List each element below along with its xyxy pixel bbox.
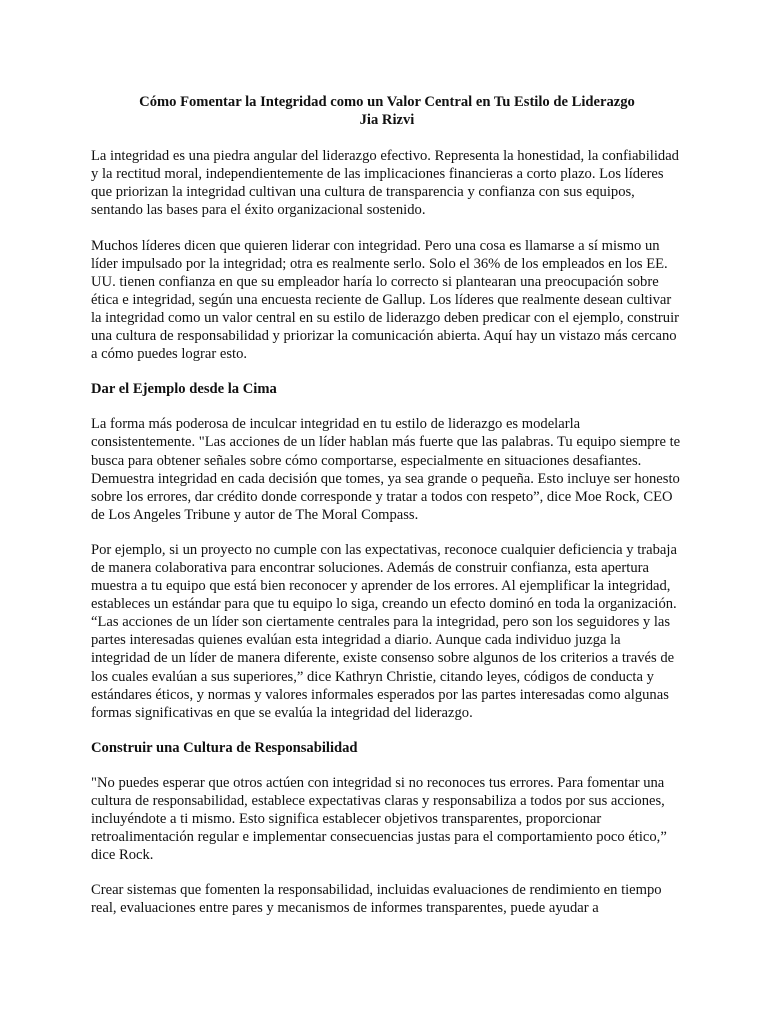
section1-paragraph-1: La forma más poderosa de inculcar integridad en tu estilo de liderazgo es modelarla consistentemente. "Las acciones de un líder hablan más fuerte que las palabras. Tu equipo siempre te busca para obtener señales sobre cómo comportarse, especialmente en situaciones desafiantes. Demuestra integridad en cada decisión que tomes, ya sea grande o pequeña. Esto incluye ser honesto sobre los errores, dar crédito donde corresponde y tratar a todos con respeto”, dice Moe Rock, CEO de Los Angeles Tribune y autor de The Moral Compass. — [91, 416, 681, 523]
document-title: Cómo Fomentar la Integridad como un Valor Central en Tu Estilo de Liderazgo — [139, 94, 635, 110]
section1-paragraph-2: Por ejemplo, si un proyecto no cumple con las expectativas, reconoce cualquier deficiencia y trabaja de manera colaborativa para encontrar soluciones. Además de construir confianza, esta apertura muestra a tu equipo que está bien reconocer y aprender de los errores. Al ejemplificar la integridad, estableces un estándar para que tu equipo lo siga, creando un efecto dominó en toda la organización. “Las acciones de un líder son ciertamente centrales para la integridad, pero son los seguidores y las partes interesadas quienes evalúan esta integridad a diario. Aunque cada individuo juzga la integridad de un líder de manera diferente, existe consenso sobre algunos de los criterios a través de los cuales evalúan a sus superiores,” dice Kathryn Christie, citando leyes, códigos de conducta y estándares éticos, y normas y valores informales esperados por las partes interesadas como algunas formas significativas en que se evalúa la integridad del liderazgo. — [91, 541, 677, 721]
title-block — [91, 93, 683, 129]
section-heading-lead-by-example: Dar el Ejemplo desde la Cima — [91, 381, 277, 398]
section2-paragraph-2: Crear sistemas que fomenten la responsabilidad, incluidas evaluaciones de rendimiento en tiempo real, evaluaciones entre pares y mecanismos de informes transparentes, puede ayudar a — [91, 882, 662, 917]
intro-paragraph-1: La integridad es una piedra angular del liderazgo efectivo. Representa la honestidad, la confiabilidad y la rectitud moral, independientemente de las implicaciones financieras a corto plazo. Los líderes que priorizan la integridad cultivan una cultura de transparencia y confianza con sus equipos, sentando las bases para el éxito organizacional sostenido. — [91, 148, 679, 219]
section-heading-accountability: Construir una Cultura de Responsabilidad — [91, 739, 358, 756]
document-author: Jia Rizvi — [359, 112, 415, 129]
intro-paragraph-2: Muchos líderes dicen que quieren liderar con integridad. Pero una cosa es llamarse a sí mismo un líder impulsado por la integridad; otra es realmente serlo. Solo el 36% de los empleados en los EE. UU. tienen confianza en que su empleador haría lo correcto si plantearan una preocupación sobre ética e integridad, según una encuesta reciente de Gallup. Los líderes que realmente desean cultivar la integridad como un valor central en su estilo de liderazgo deben predicar con el ejemplo, construir una cultura de responsabilidad y priorizar la comunicación abierta. Aquí hay un vistazo más cercano a cómo puedes lograr esto. — [91, 237, 679, 363]
section2-paragraph-1: "No puedes esperar que otros actúen con integridad si no reconoces tus errores. Para fomentar una cultura de responsabilidad, establece expectativas claras y responsabiliza a todos por sus acciones, incluyéndote a ti mismo. Esto significa establecer objetivos transparentes, proporcionar retroalimentación regular e implementar consecuencias justas para el comportamiento poco ético,” dice Rock. — [91, 774, 667, 864]
document-page — [91, 93, 683, 935]
